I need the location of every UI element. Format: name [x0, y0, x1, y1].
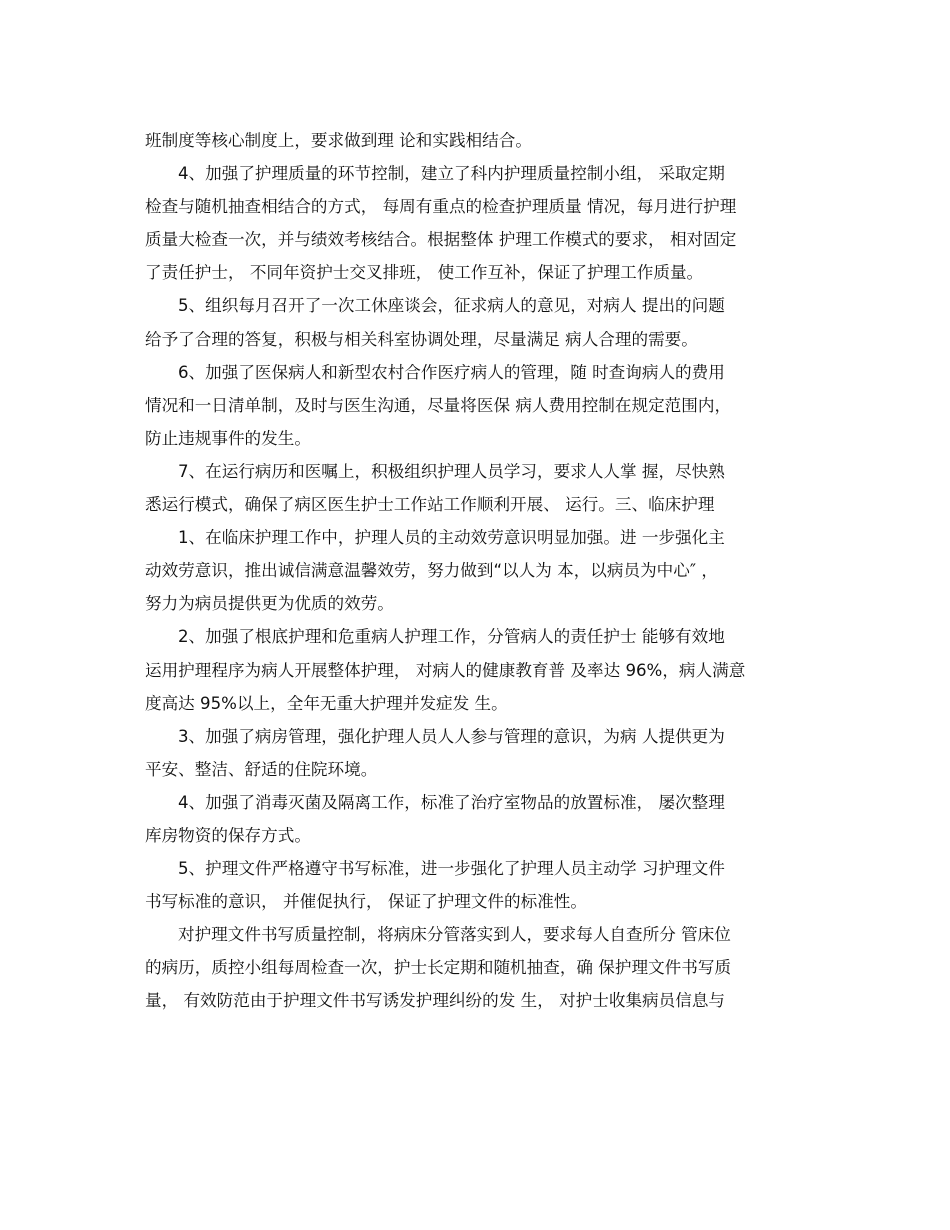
text-line: 2、加强了根底护理和危重病人护理工作，分管病人的责任护士 能够有效地: [178, 627, 725, 647]
text-line: 给予了合理的答复，积极与相关科室协调处理，尽量满足 病人合理的需要。: [145, 329, 698, 349]
text-line: 了责任护士， 不同年资护士交叉排班， 使工作互补，保证了护理工作质量。: [145, 263, 704, 283]
text-line: 运用护理程序为病人开展整体护理， 对病人的健康教育普 及率达 96%，病人满意: [145, 660, 746, 680]
text-line: 的病历，质控小组每周检查一次，护士长定期和随机抽查，确 保护理文件书写质: [145, 958, 732, 978]
text-line: 7、在运行病历和医嘱上，积极组织护理人员学习，要求人人掌 握，尽快熟: [178, 461, 725, 481]
text-line: 量， 有效防范由于护理文件书写诱发护理纠纷的发 生， 对护士收集病员信息与: [145, 991, 726, 1011]
text-line: 6、加强了医保病人和新型农村合作医疗病人的管理，随 时查询病人的费用: [178, 362, 725, 382]
text-line: 对护理文件书写质量控制，将病床分管落实到人，要求每人自查所分 管床位: [178, 925, 731, 945]
text-line: 防止违规事件的发生。: [145, 428, 311, 448]
text-line: 5、护理文件严格遵守书写标准，进一步强化了护理人员主动学 习护理文件: [178, 859, 725, 879]
text-line: 4、加强了消毒灭菌及隔离工作，标准了治疗室物品的放置标准， 屡次整理: [178, 792, 725, 812]
text-line: 平安、整洁、舒适的住院环境。: [145, 759, 378, 779]
text-line: 质量大检查一次，并与绩效考核结合。根据整体 护理工作模式的要求， 相对固定: [145, 230, 737, 250]
text-line: 3、加强了病房管理，强化护理人员人人参与管理的意识，为病 人提供更为: [178, 726, 725, 746]
body-text: [145, 124, 807, 1018]
text-line: 4、加强了护理质量的环节控制，建立了科内护理质量控制小组， 采取定期: [178, 164, 725, 184]
text-line: 度高达 95%以上，全年无重大护理并发症发 生。: [145, 693, 508, 713]
text-line: 检查与随机抽查相结合的方式， 每周有重点的检查护理质量 情况，每月进行护理: [145, 197, 737, 217]
text-line: 班制度等核心制度上，要求做到理 论和实践相结合。: [145, 131, 532, 150]
text-line: 书写标准的意识， 并催促执行， 保证了护理文件的标准性。: [145, 892, 587, 912]
text-line: 情况和一日清单制，及时与医生沟通，尽量将医保 病人费用控制在规定范围内，: [145, 395, 732, 415]
text-line: 1、在临床护理工作中，护理人员的主动效劳意识明显加强。进 一步强化主: [178, 528, 725, 548]
text-line: 悉运行模式，确保了病区医生护士工作站工作顺利开展、 运行。三、临床护理: [145, 495, 715, 515]
text-line: 努力为病员提供更为优质的效劳。: [145, 594, 394, 614]
text-line: 库房物资的保存方式。: [145, 825, 311, 845]
text-line: 5、组织每月召开了一次工休座谈会，征求病人的意见，对病人 提出的问题: [178, 296, 725, 316]
text-line: 动效劳意识，推出诚信满意温馨效劳，努力做到“以人为 本，以病员为中心″ ，: [145, 561, 718, 581]
